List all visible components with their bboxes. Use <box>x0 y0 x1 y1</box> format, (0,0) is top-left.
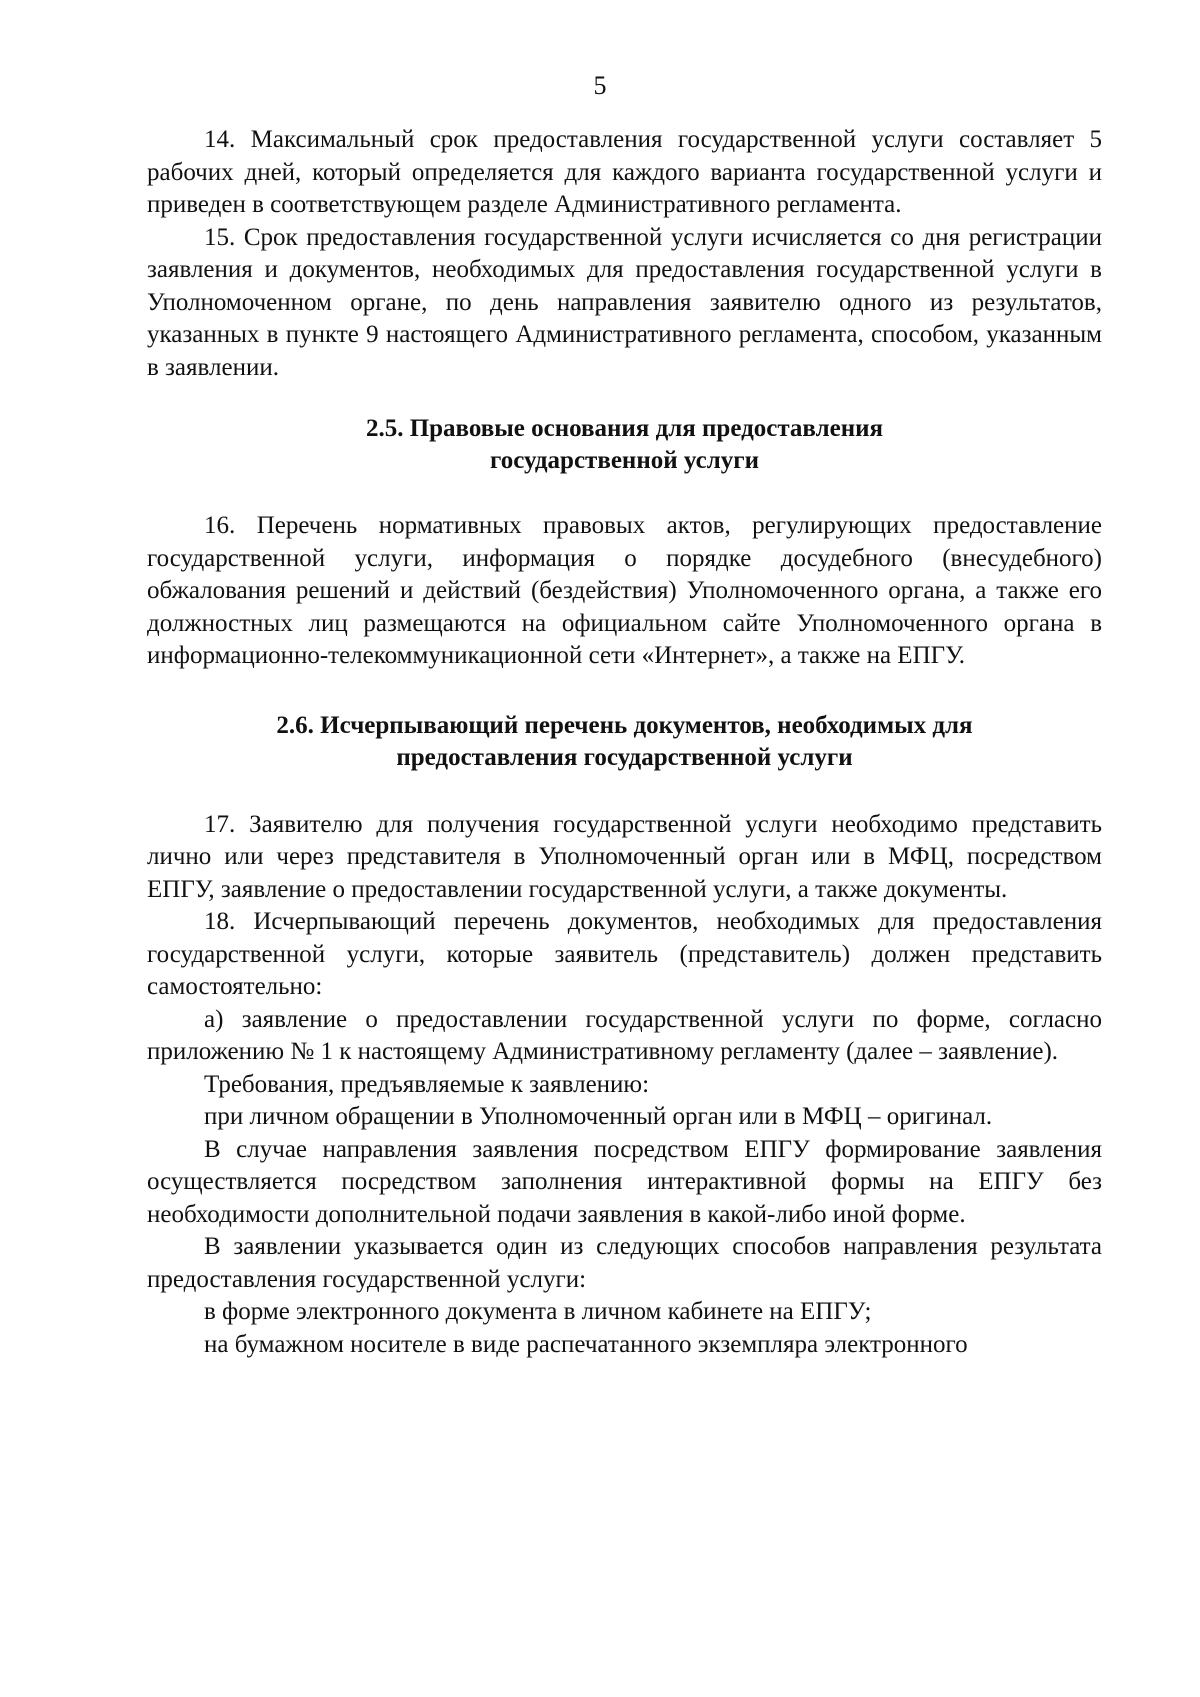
paragraph-epgu-form: В случае направления заявления посредством ЕПГУ формирование заявления осуществляется посредством заполнения интерактивной формы на ЕПГУ без необходимости дополнительной подачи заявления в какой-либо иной форме. <box>147 1135 1102 1228</box>
paragraph-14: 14. Максимальный срок предоставления государственной услуги составляет 5 рабочих дней, который определяется для каждого варианта государственной услуги и приведен в соответствующем разделе Административного регламента. <box>147 126 1102 218</box>
heading-line: государственной услуги <box>489 447 760 474</box>
paragraph-electronic-document: в форме электронного документа в личном кабинете на ЕПГУ; <box>204 1298 872 1325</box>
paragraph-15: 15. Срок предоставления государственной услуги исчисляется со дня регистрации заявления и документов, необходимых для предоставления государственной услуги в Уполномоченном органе, по день направления заявителю одного из результатов, указанных в пункте 9 настоящего Административного регламента, способом, указанным в заявлении. <box>147 223 1102 381</box>
section-heading-2-6 <box>147 710 1102 774</box>
paragraph-personal-visit: при личном обращении в Уполномоченный орган или в МФЦ – оригинал. <box>204 1103 993 1130</box>
document-body <box>147 124 1102 1361</box>
paragraph-18a: а) заявление о предоставлении государственной услуги по форме, согласно приложению № 1 к настоящему Административному регламенту (далее – заявление). <box>147 1005 1102 1065</box>
heading-line: предоставления государственной услуги <box>396 743 853 771</box>
heading-line: 2.5. Правовые основания для предоставления <box>365 415 884 442</box>
paragraph-18: 18. Исчерпывающий перечень документов, необходимых для предоставления государственной услуги, которые заявитель (представитель) должен представить самостоятельно: <box>147 908 1102 1000</box>
paragraph-requirements: Требования, предъявляемые к заявлению: <box>204 1070 650 1098</box>
paragraph-17: 17. Заявителю для получения государственной услуги необходимо представить лично или через представителя в Уполномоченный орган или в МФЦ, посредством ЕПГУ, заявление о предоставлении государственной услуги, а также документы. <box>147 810 1102 903</box>
paragraph-result-methods: В заявлении указывается один из следующих способов направления результата предоставления государственной услуги: <box>147 1233 1102 1293</box>
paragraph-paper-copy: на бумажном носителе в виде распечатанного экземпляра электронного <box>204 1330 968 1358</box>
heading-line: 2.6. Исчерпывающий перечень документов, необходимых для <box>276 711 973 739</box>
paragraph-16: 16. Перечень нормативных правовых актов, регулирующих предоставление государственной услуги, информация о порядке досудебного (внесудебного) обжалования решений и действий (бездействия) Уполномоченного органа, а также его должностных лиц размещаются на официальном сайте Уполномоченного органа в информационно-телекоммуникационной сети «Интернет», а также на ЕПГУ. <box>147 512 1102 669</box>
section-heading-2-5 <box>147 413 1102 477</box>
page-number: 5 <box>593 71 607 100</box>
